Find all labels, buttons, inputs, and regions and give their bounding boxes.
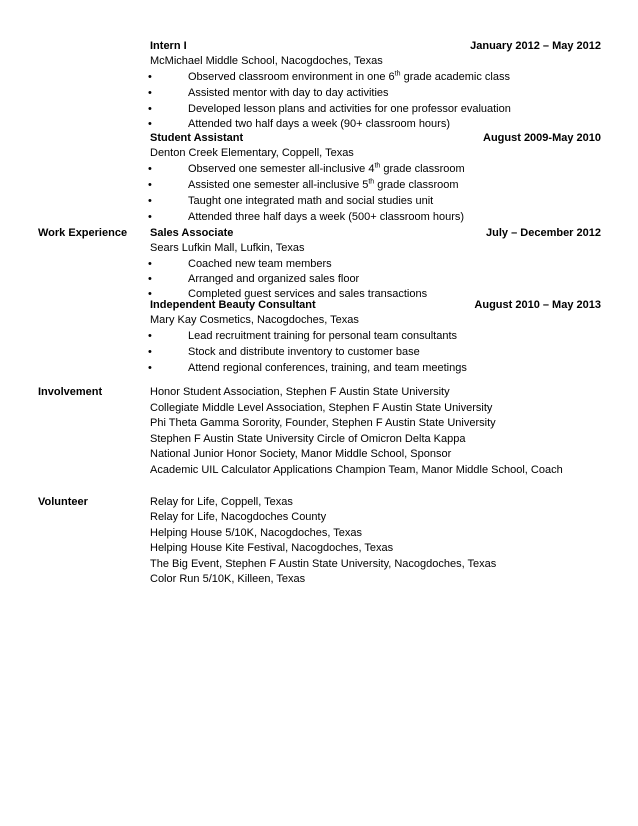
bullet-icon: • xyxy=(148,118,152,130)
involvement-item: National Junior Honor Society, Manor Middle School, Sponsor xyxy=(150,448,452,460)
bullet-icon: • xyxy=(148,163,152,175)
bullet-text: Arranged and organized sales floor xyxy=(188,273,360,285)
volunteer-item: Helping House Kite Festival, Nacogdoches, Texas xyxy=(150,542,394,554)
bullet-text: Developed lesson plans and activities for one professor evaluation xyxy=(188,103,511,115)
bullet-icon: • xyxy=(148,258,152,270)
bullet-text: Taught one integrated math and social studies unit xyxy=(188,195,434,207)
bullet-icon: • xyxy=(148,346,152,358)
bullet-icon: • xyxy=(148,195,152,207)
job-dates: January 2012 – May 2012 xyxy=(470,40,601,52)
bullet-text: Observed classroom environment in one 6th grade academic class xyxy=(188,70,510,83)
involvement-item: Collegiate Middle Level Association, Stephen F Austin State University xyxy=(150,402,493,414)
bullet-icon: • xyxy=(148,330,152,342)
bullet-text: Stock and distribute inventory to customer base xyxy=(188,346,420,358)
bullet-text: Lead recruitment training for personal team consultants xyxy=(188,330,458,342)
section-label: Involvement xyxy=(38,386,103,398)
bullet-text: Completed guest services and sales transactions xyxy=(188,288,428,300)
bullet-icon: • xyxy=(148,87,152,99)
bullet-text: Attend regional conferences, training, and team meetings xyxy=(188,362,467,374)
bullet-text: Assisted one semester all-inclusive 5th grade classroom xyxy=(188,178,459,191)
bullet-icon: • xyxy=(148,103,152,115)
bullet-icon: • xyxy=(148,179,152,191)
bullet-text: Assisted mentor with day to day activities xyxy=(188,87,389,99)
bullet-text: Attended two half days a week (90+ classroom hours) xyxy=(188,118,450,130)
volunteer-item: The Big Event, Stephen F Austin State University, Nacogdoches, Texas xyxy=(150,558,497,570)
job-org: Denton Creek Elementary, Coppell, Texas xyxy=(150,147,354,159)
job-title: Independent Beauty Consultant xyxy=(150,299,316,311)
volunteer-item: Relay for Life, Nacogdoches County xyxy=(150,511,327,523)
volunteer-item: Helping House 5/10K, Nacogdoches, Texas xyxy=(150,527,362,539)
section-label: Work Experience xyxy=(38,227,128,239)
job-dates: August 2010 – May 2013 xyxy=(474,299,601,311)
involvement-item: Phi Theta Gamma Sorority, Founder, Stephen F Austin State University xyxy=(150,417,496,429)
section-label: Volunteer xyxy=(38,496,88,508)
job-org: McMichael Middle School, Nacogdoches, Texas xyxy=(150,55,383,67)
bullet-icon: • xyxy=(148,211,152,223)
bullet-icon: • xyxy=(148,71,152,83)
job-title: Sales Associate xyxy=(150,227,234,239)
involvement-item: Honor Student Association, Stephen F Austin State University xyxy=(150,386,450,398)
job-dates: July – December 2012 xyxy=(486,227,601,239)
job-org: Mary Kay Cosmetics, Nacogdoches, Texas xyxy=(150,314,359,326)
bullet-text: Observed one semester all-inclusive 4th grade classroom xyxy=(188,162,465,175)
bullet-icon: • xyxy=(148,288,152,300)
job-title: Student Assistant xyxy=(150,132,244,144)
job-dates: August 2009-May 2010 xyxy=(483,132,601,144)
bullet-text: Attended three half days a week (500+ classroom hours) xyxy=(188,211,465,223)
bullet-icon: • xyxy=(148,362,152,374)
job-title: Intern I xyxy=(150,40,187,52)
job-org: Sears Lufkin Mall, Lufkin, Texas xyxy=(150,242,305,254)
bullet-text: Coached new team members xyxy=(188,258,332,270)
volunteer-item: Color Run 5/10K, Killeen, Texas xyxy=(150,573,306,585)
involvement-item: Academic UIL Calculator Applications Champion Team, Manor Middle School, Coach xyxy=(150,464,563,476)
bullet-icon: • xyxy=(148,273,152,285)
volunteer-item: Relay for Life, Coppell, Texas xyxy=(150,496,293,508)
involvement-item: Stephen F Austin State University Circle of Omicron Delta Kappa xyxy=(150,433,466,445)
